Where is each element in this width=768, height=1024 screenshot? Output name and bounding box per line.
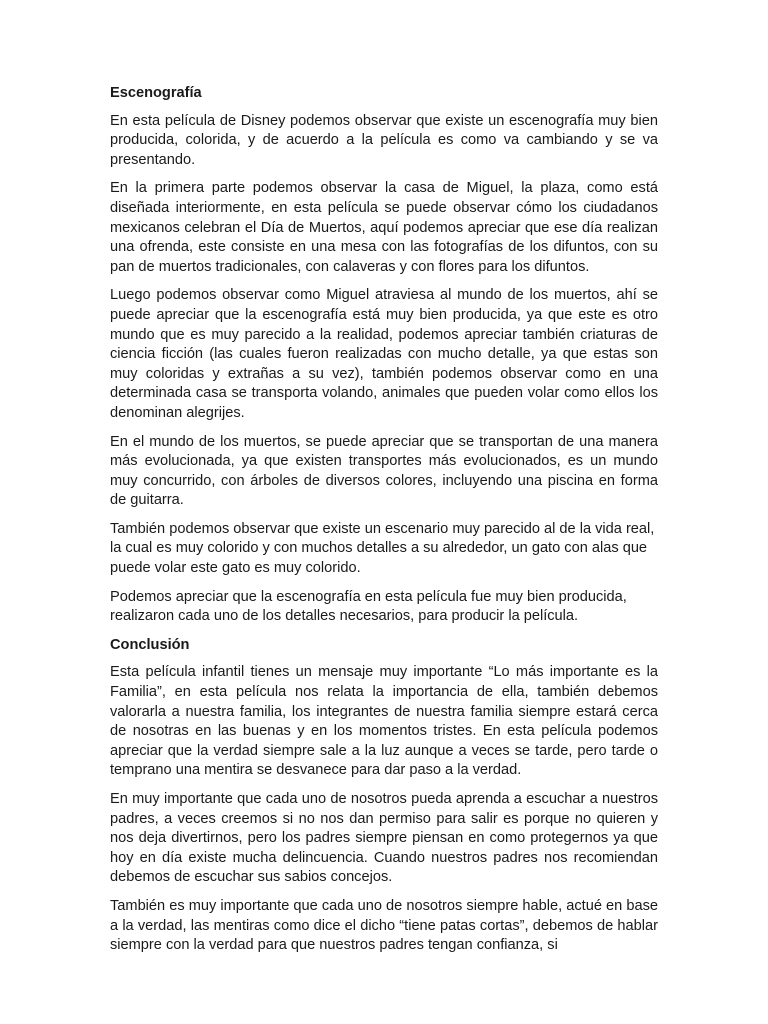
paragraph: Podemos apreciar que la escenografía en esta película fue muy bien producida, realizaron cada uno de los detalles necesarios, para producir la película. [110,588,627,625]
paragraph: En esta película de Disney podemos observar que existe un escenografía muy bien producida, colorida, y de acuerdo a la película es como va cambiando y se va presentando. [110,112,658,168]
paragraph: También es muy importante que cada uno de nosotros siempre hable, actué en base a la verdad, las mentiras como dice el dicho “tiene patas cortas”, debemos de hablar siempre con la verdad para que nuestros padres tengan confianza, si [110,897,658,954]
paragraph: En el mundo de los muertos, se puede apreciar que se transportan de una manera más evolucionada, ya que existen transportes más evolucionados, es un mundo muy concurrido, con árboles de diversos colores, incluyendo una piscina en forma de guitarra. [110,433,658,509]
section-heading-escenografia: Escenografía [110,85,202,101]
section-heading-conclusion: Conclusión [110,636,190,653]
document-page [110,84,658,965]
paragraph: En muy importante que cada uno de nosotros pueda aprenda a escuchar a nuestros padres, a veces creemos si no nos dan permiso para salir es porque no quieren y nos deja divertirnos, pero los padres siempre piensan en como protegernos ya que hoy en día existe mucha delincuencia. Cuando nuestros padres nos recomiendan debemos de escuchar sus sabios concejos. [110,791,658,886]
paragraph: En la primera parte podemos observar la casa de Miguel, la plaza, como está diseñada interiormente, en esta película se puede observar cómo los ciudadanos mexicanos celebran el Día de Muertos, aquí podemos apreciar que ese día realizan una ofrenda, este consiste en una mesa con las fotografías de los difuntos, con su pan de muertos tradicionales, con calaveras y con flores para los difuntos. [110,180,658,275]
paragraph: También podemos observar que existe un escenario muy parecido al de la vida real, la cual es muy colorido y con muchos detalles a su alrededor, un gato con alas que puede volar este gato es muy colorido. [110,520,655,577]
paragraph: Esta película infantil tienes un mensaje muy importante “Lo más importante es la Familia”, en esta película nos relata la importancia de ella, también debemos valorarla a nuestra familia, los integrantes de nuestra familia siempre estará cerca de nosotras en las buenas y en los momentos tristes. En esta película podemos apreciar que la verdad siempre sale a la luz aunque a veces se tarde, pero tarde o temprano una mentira se desvanece para dar paso a la verdad. [110,664,658,779]
paragraph: Luego podemos observar como Miguel atraviesa al mundo de los muertos, ahí se puede apreciar que la escenografía está muy bien producida, ya que este es otro mundo que es muy parecido a la realidad, podemos apreciar también criaturas de ciencia ficción (las cuales fueron realizadas con mucho detalle, ya que estas son muy coloridas y extrañas a su vez), también podemos observar como en una determinada casa se transporta volando, animales que pueden volar como ellos los denominan alegrijes. [110,287,658,421]
